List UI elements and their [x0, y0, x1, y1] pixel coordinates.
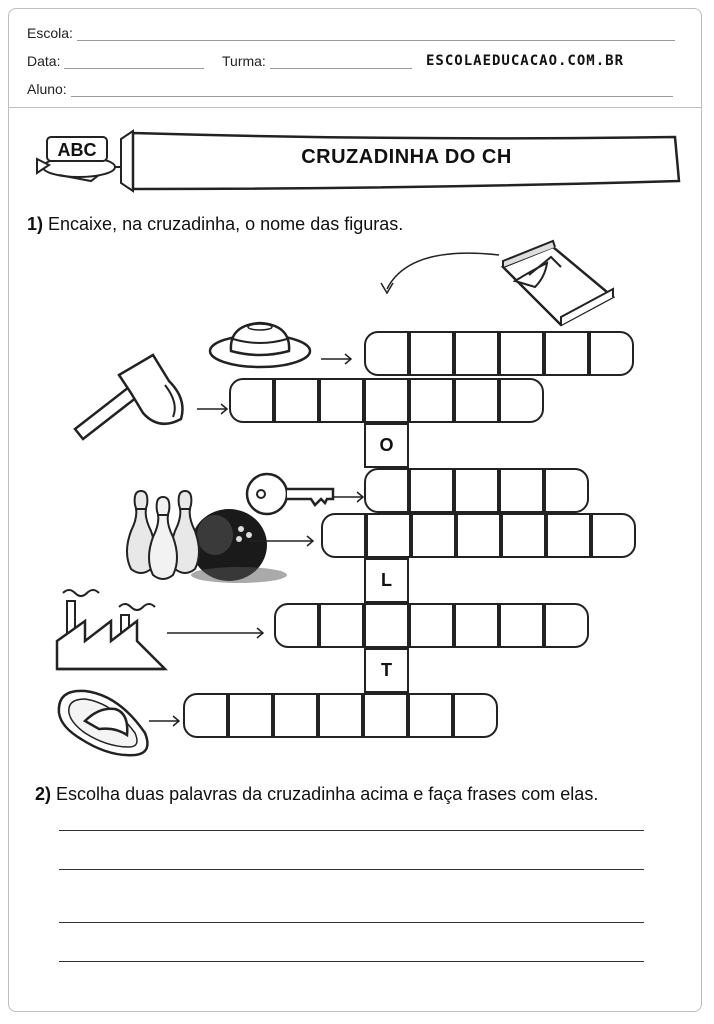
date-line[interactable] [64, 54, 204, 69]
crossword-cell-boliche[interactable] [546, 513, 591, 558]
class-label: Turma: [222, 53, 266, 69]
site-name: ESCOLAEDUCACAO.COM.BR [426, 53, 625, 69]
question-2 [35, 784, 598, 805]
date-field [27, 53, 204, 69]
crossword-cell-boliche[interactable] [411, 513, 456, 558]
school-line[interactable] [77, 26, 675, 41]
student-field [27, 81, 673, 97]
answer-line[interactable] [59, 922, 644, 923]
question-2-text: Escolha duas palavras da cruzadinha acima e faça frases com elas. [56, 784, 599, 804]
crossword-cell-chinelo[interactable] [273, 693, 318, 738]
crossword-cell-chinelo[interactable] [363, 693, 408, 738]
logo-text: ABC [57, 140, 97, 160]
crossword-cell-chapeu[interactable] [499, 331, 544, 376]
question-1-number: 1) [27, 214, 44, 234]
crossword-cell-machado[interactable] [274, 378, 319, 423]
crossword-cell-chocolate [364, 648, 409, 693]
crossword-cell-chamine[interactable] [499, 603, 544, 648]
question-1-text: Encaixe, na cruzadinha, o nome das figuras. [48, 214, 404, 234]
given-letter: L [381, 570, 392, 590]
crossword-cell-boliche[interactable] [501, 513, 546, 558]
crossword-cell-chinelo[interactable] [408, 693, 453, 738]
school-label: Escola: [27, 25, 73, 41]
answer-line[interactable] [59, 961, 644, 962]
crossword-cell-machado[interactable] [229, 378, 274, 423]
slipper-icon [49, 683, 159, 763]
crossword-cell-boliche[interactable] [591, 513, 636, 558]
student-line[interactable] [71, 82, 673, 97]
crossword-cell-chapeu[interactable] [364, 331, 409, 376]
axe-icon [69, 351, 191, 441]
crossword-cell-chamine[interactable] [454, 603, 499, 648]
crossword-cell-chapeu[interactable] [589, 331, 634, 376]
crossword-cell-machado[interactable] [319, 378, 364, 423]
crossword-cell-chinelo[interactable] [453, 693, 498, 738]
class-field [222, 53, 412, 69]
crossword-cell-chave[interactable] [364, 468, 409, 513]
crossword-cell-boliche[interactable] [321, 513, 366, 558]
banner-title: CRUZADINHA DO CH [301, 146, 512, 168]
answer-line[interactable] [59, 830, 644, 831]
arrow-factory [167, 627, 267, 639]
arrow-key [333, 491, 367, 503]
crossword-cell-chapeu[interactable] [409, 331, 454, 376]
crossword-cell-chapeu[interactable] [454, 331, 499, 376]
arrow-bowling [249, 535, 317, 547]
crossword-cell-chave[interactable] [544, 468, 589, 513]
crossword-cell-machado[interactable] [409, 378, 454, 423]
chocolate-bar-icon [495, 237, 625, 333]
given-letter: O [379, 435, 394, 455]
hat-icon [207, 317, 313, 373]
given-letter: T [381, 660, 392, 680]
crossword-cell-chocolate [364, 423, 409, 468]
crossword-cell-chamine[interactable] [274, 603, 319, 648]
crossword-cell-chapeu[interactable] [544, 331, 589, 376]
crossword-cell-chinelo[interactable] [228, 693, 273, 738]
worksheet [8, 8, 702, 1012]
student-label: Aluno: [27, 81, 67, 97]
crossword-cell-machado[interactable] [454, 378, 499, 423]
factory-icon [53, 585, 169, 671]
crossword-cell-chinelo[interactable] [318, 693, 363, 738]
header-divider [9, 107, 701, 108]
bowling-icon [119, 479, 279, 589]
class-line[interactable] [270, 54, 412, 69]
crossword-cell-chave[interactable] [499, 468, 544, 513]
crossword-cell-chamine[interactable] [319, 603, 364, 648]
crossword-cell-chave[interactable] [454, 468, 499, 513]
crossword-cell-chinelo[interactable] [183, 693, 228, 738]
arrow-slipper [149, 715, 183, 727]
crossword-cell-boliche[interactable] [456, 513, 501, 558]
crossword-cell-chamine[interactable] [544, 603, 589, 648]
crossword-cell-chamine[interactable] [364, 603, 409, 648]
question-2-number: 2) [35, 784, 52, 804]
crossword-cell-boliche[interactable] [366, 513, 411, 558]
arrow-hat [321, 353, 355, 365]
crossword-cell-machado[interactable] [364, 378, 409, 423]
arrow-axe [197, 403, 231, 415]
date-label: Data: [27, 53, 61, 69]
crossword-cell-machado[interactable] [499, 378, 544, 423]
curved-arrow-icon [369, 249, 509, 299]
crossword-cell-chocolate [364, 558, 409, 603]
crossword-cell-chave[interactable] [409, 468, 454, 513]
answer-line[interactable] [59, 869, 644, 870]
school-field [27, 25, 675, 41]
question-1 [27, 214, 403, 235]
airplane-logo-icon [29, 129, 129, 189]
crossword-cell-chamine[interactable] [409, 603, 454, 648]
